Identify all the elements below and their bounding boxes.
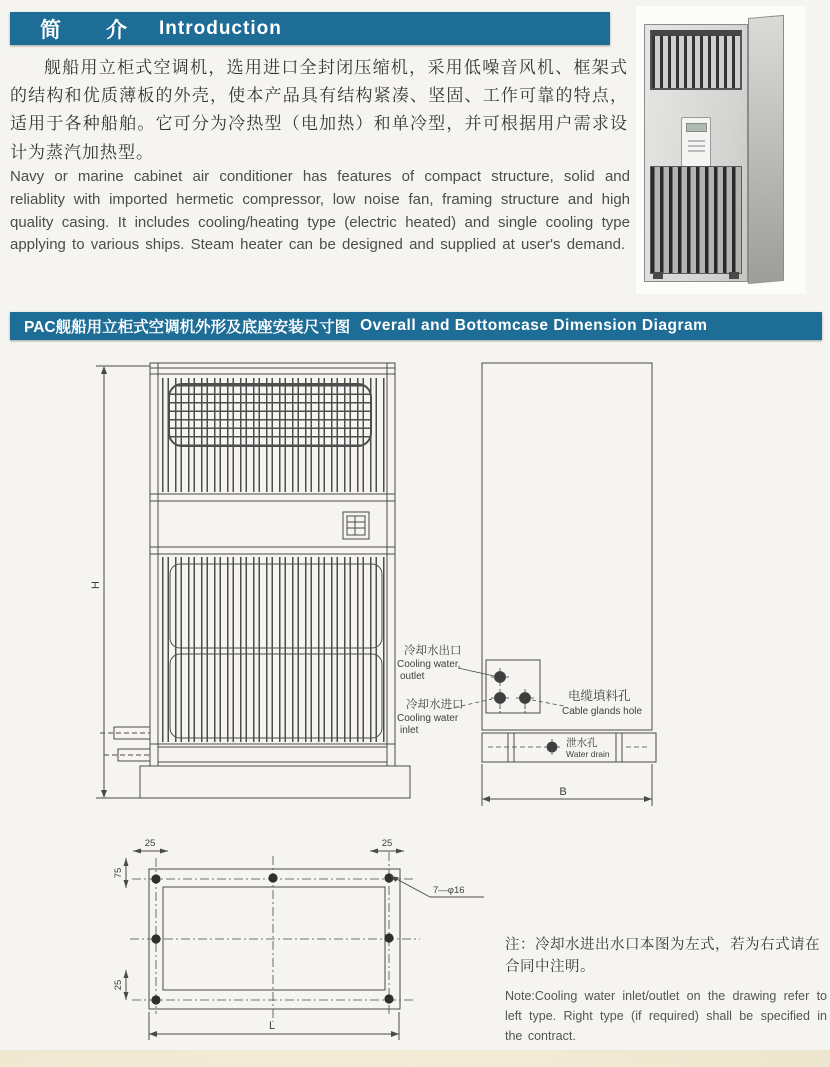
cabinet-foot-right [729, 272, 739, 279]
drain-label-cn: 泄水孔 [566, 737, 598, 749]
cabinet-top-grille [650, 30, 742, 90]
cabinet-bottom-grille [650, 166, 742, 274]
outlet-label-en1: Cooling water, [397, 659, 461, 670]
front-bottom-grille-bars [162, 557, 387, 742]
connection-panel [486, 660, 540, 713]
drain-label-en: Water drain [566, 749, 610, 759]
diagram-title-en: Overall and Bottomcase Dimension Diagram [360, 317, 708, 334]
front-plinth [140, 766, 410, 798]
intro-title-en: Introduction [159, 17, 282, 39]
dim-left-upper: 75 [113, 867, 124, 879]
note-cn: 注：冷却水进出水口本图为左式，若为右式请在合同中注明。 [505, 937, 820, 976]
front-top-grille-bars [162, 378, 387, 492]
diagram-title-cn: PAC舰船用立柜式空调机外形及底座安装尺寸图 [24, 319, 351, 336]
dim-H-label: H [90, 581, 102, 589]
inlet-label-en2: inlet [400, 725, 419, 736]
cabinet-front-face [644, 24, 748, 282]
control-panel-display [686, 123, 707, 132]
intro-paragraph-cn: 舰船用立柜式空调机，选用进口全封闭压缩机，采用低噪音风机、框架式的结构和优质薄板的外壳，使本产品具有结构紧凑、坚固、工作可靠的特点，适用于各种船舶。它可分为冷热型（电加热）和单冷型，并可根据用户需求设计为蒸汽加热型。 [10, 58, 628, 162]
bottom-view [113, 838, 484, 1040]
inlet-label-cn: 冷却水进口 [406, 699, 464, 711]
control-panel-keys [688, 138, 705, 152]
cable-label-en: Cable glands hole [562, 706, 643, 717]
dim-B-label: B [559, 786, 567, 798]
contract-note [505, 934, 827, 1046]
scan-bottom-tint [0, 1050, 830, 1067]
side-view [448, 363, 656, 806]
cabinet-side-face [748, 15, 784, 284]
dim-L-label: L [268, 1020, 276, 1032]
note-en: Note:Cooling water inlet/outlet on the drawing refer to left type. Right type (if required) shall be specified in the contract. [505, 988, 827, 1043]
outlet-label-cn: 冷却水出口 [404, 645, 462, 657]
intro-header-bar [10, 12, 610, 45]
dim-top-left: 25 [144, 838, 156, 849]
holes-spec-label: 7—φ16 [433, 885, 465, 896]
intro-title-cn: 简 介 [40, 18, 139, 42]
cable-label-cn: 电缆填料孔 [568, 689, 631, 703]
outlet-label-en2: outlet [400, 671, 425, 682]
intro-paragraph-en: Navy or marine cabinet air conditioner has features of compact structure, solid and reliablity with imported hermetic compressor, low noise fan, framing structure and high quality casing. It includes cooling/heating type (electric heated) and single cooling type applying to various ships. Steam heater can be designed and supplied at user's demand. [10, 168, 630, 254]
inlet-label-en1: Cooling water [397, 713, 459, 724]
cabinet-control-panel [681, 117, 711, 167]
cabinet-foot-left [653, 272, 663, 279]
dim-left-lower: 25 [113, 979, 124, 991]
dim-top-right: 25 [381, 838, 393, 849]
product-photo [636, 6, 806, 294]
diagram-header-bar [10, 312, 822, 340]
front-water-pipes [100, 727, 150, 761]
